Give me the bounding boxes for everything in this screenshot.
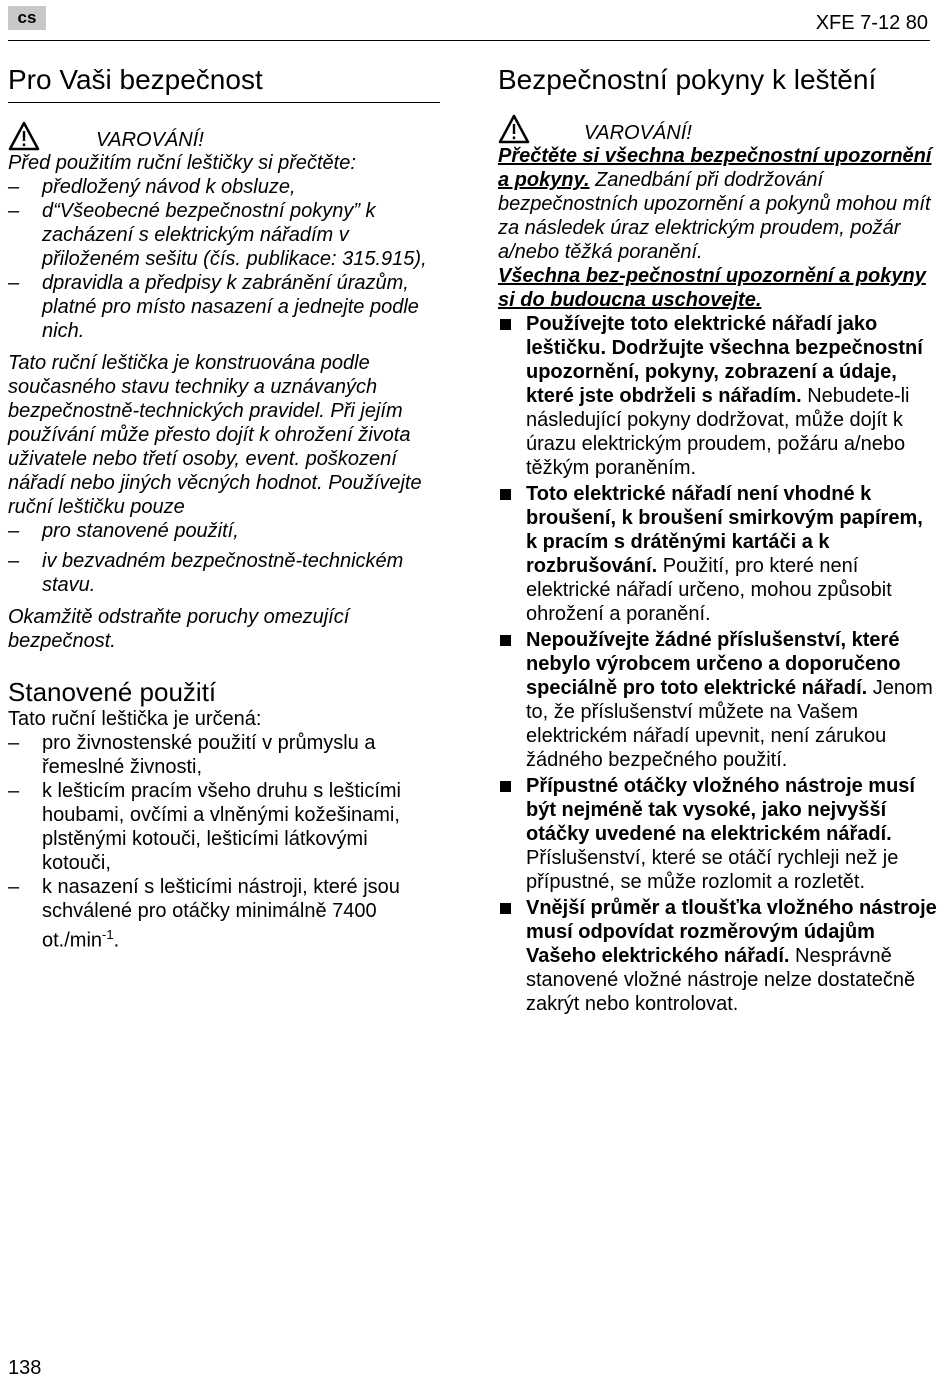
intro-text: Před použitím ruční leštičky si přečtěte: xyxy=(8,152,356,174)
bullet-bold: Nepoužívejte žádné příslušenství, které nebylo výrobcem určeno a doporučeno speciálně pro toto elektrické nářadí. xyxy=(526,629,901,699)
bullet-bold: Vnější průměr a tloušťka vložného nástroje musí odpovídat rozměrovým údajům Vašeho elektrického nářadí. xyxy=(526,897,937,967)
bullet-item xyxy=(498,312,938,480)
warning-triangle-icon xyxy=(8,121,40,151)
list-item: – pro stanovené použití, xyxy=(8,519,440,543)
warning-triangle-icon xyxy=(498,114,530,144)
keep-instructions: Všechna bez-pečnostní upozornění a pokyny si do budoucna uschovejte. xyxy=(498,265,926,311)
right-column xyxy=(498,64,938,1018)
use-list xyxy=(8,519,440,597)
bullet-item xyxy=(498,896,938,1016)
list-item: – dpravidla a předpisy k zabránění úrazům, platné pro místo nasazení a jednejte podle nich. xyxy=(8,271,440,343)
warning-label: VAROVÁNÍ! xyxy=(96,129,204,151)
bullet-rest: Použití, pro které není elektrické nářadí určeno, mohou způsobit ohrožení a poranění. xyxy=(526,555,892,625)
bullet-rest: Jenom to, že příslušenství můžete na Vašem elektrickém nářadí upevnit, není zárukou žádného bezpečného použití. xyxy=(526,677,933,771)
bullet-bold: Toto elektrické nářadí není vhodné k broušení, k broušení smirkovým papírem, k pracím s drátěnými kartáči a k rozbrušování. xyxy=(526,483,923,577)
list-item: – pro živnostenské použití v průmyslu a řemeslné živnosti, xyxy=(8,731,440,779)
header-rule xyxy=(8,40,930,41)
bullet-item xyxy=(498,774,938,894)
polishing-safety-title: Bezpečnostní pokyny k leštění xyxy=(498,64,877,95)
safety-title: Pro Vaši bezpečnost xyxy=(8,64,440,103)
left-column xyxy=(8,64,440,953)
intended-use-title: Stanovené použití xyxy=(8,677,217,707)
warning-block xyxy=(8,115,440,151)
read-bold: Přečtěte si všechna bezpečnostní upozornění a pokyny. xyxy=(498,145,932,191)
list-item xyxy=(8,875,440,953)
intended-use-intro: Tato ruční leštička je určená: xyxy=(8,708,262,730)
bullet-rest: Příslušenství, které se otáčí rychleji než je přípustné, se může rozlomit a rozletět. xyxy=(526,847,899,893)
bullet-rest: Nesprávně stanovené vložné nástroje nelze dostatečně zakrýt nebo kontrolovat. xyxy=(526,945,916,1015)
warning-block xyxy=(498,108,938,144)
list-item-end: . xyxy=(113,929,120,952)
safety-bullets xyxy=(498,312,938,1016)
bullet-rest: Nebudete-li následující pokyny dodržovat, může dojít k úrazu elektrickým proudem, požáru a/nebo těžkým poraněním. xyxy=(526,385,910,479)
model-number: XFE 7-12 80 xyxy=(815,12,928,34)
read-list xyxy=(8,175,440,343)
list-item: – d“Všeobecné bezpečnostní pokyny” k zacházení s elektrickým nářadím v přiloženém sešitu (čís. publikace: 315.915), xyxy=(8,199,440,271)
list-item: – k lešticím pracím všeho druhu s lešticími houbami, ovčími a vlněnými kožešinami, plstěnými kotouči, lešticími látkovými kotouči, xyxy=(8,779,440,875)
read-rest: Zanedbání při dodržování bezpečnostních upozornění a pokynů mohou mít za následek úraz elektrickým proudem, požár a/nebo těžká poranění. xyxy=(498,169,931,263)
list-item: – iv bezvadném bezpečnostně-technickém stavu. xyxy=(8,549,440,597)
list-item-text: k nasazení s lešticími nástroji, které jsou schválené pro otáčky minimálně 7400 ot./min xyxy=(42,876,400,952)
design-text: Tato ruční leštička je konstruována podle současného stavu techniky a uznávaných bezpečnostně-technických pravidel. Při jejím používání může přesto dojít k ohrožení života uživatele nebo třetí osoby, event. poškození nářadí nebo jiných věcných hodnot. Používejte ruční leštičku pouze xyxy=(8,352,422,518)
intended-use-list xyxy=(8,731,440,953)
bullet-item xyxy=(498,482,938,626)
bullet-bold: Přípustné otáčky vložného nástroje musí být nejméně tak vysoké, jako nejvyšší otáčky uvedené na elektrickém nářadí. xyxy=(526,775,915,845)
fix-text: Okamžitě odstraňte poruchy omezující bezpečnost. xyxy=(8,606,350,652)
warning-label: VAROVÁNÍ! xyxy=(584,122,692,144)
bullet-item xyxy=(498,628,938,772)
list-item: – předložený návod k obsluze, xyxy=(8,175,440,199)
read-instructions xyxy=(498,144,938,264)
page-number: 138 xyxy=(8,1357,42,1379)
language-badge: cs xyxy=(8,6,46,30)
bullet-bold: Používejte toto elektrické nářadí jako leštičku. Dodržujte všechna bezpečnostní upozornění, pokyny, zobrazení a údaje, které jste obdrželi s nářadím. xyxy=(526,313,923,407)
exponent: -1 xyxy=(102,927,114,942)
